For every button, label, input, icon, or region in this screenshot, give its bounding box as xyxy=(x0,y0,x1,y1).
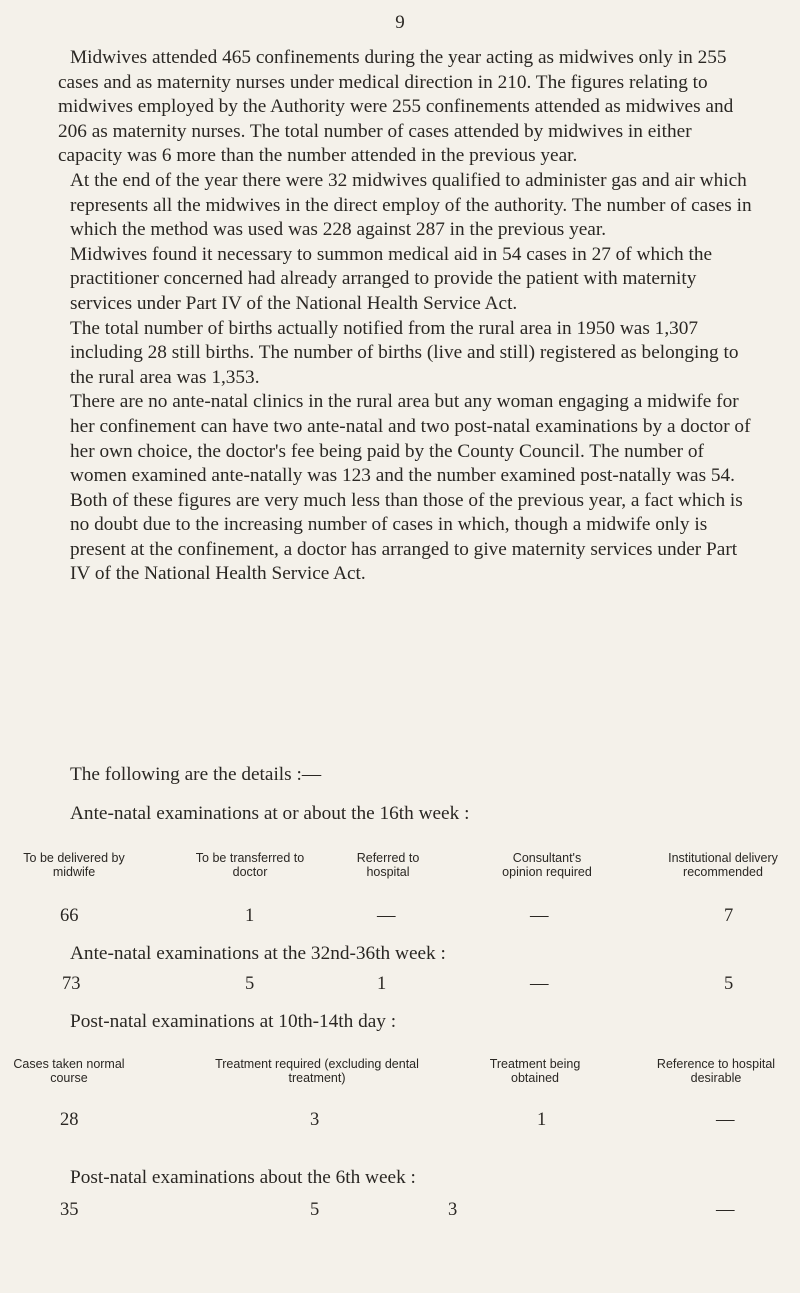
post-10-value-treatment: 3 xyxy=(310,1110,320,1130)
ante-32-value-consultant: — xyxy=(530,974,549,994)
post-6w-value-obtained: 3 xyxy=(448,1200,458,1220)
ante-32-value-doctor: 5 xyxy=(245,974,255,994)
ante-32-value-hospital: 1 xyxy=(377,974,387,994)
page-number: 9 xyxy=(395,12,405,33)
post-6w-value-treatment: 5 xyxy=(310,1200,320,1220)
ante-natal-16-heading: Ante-natal examinations at or about the 16th week : xyxy=(70,803,470,824)
ante-32-value-institutional: 5 xyxy=(724,974,734,994)
paragraph-ante-natal-clinics: There are no ante-natal clinics in the rural area but any woman engaging a midwife for her confinement can have two ante-natal and two post-natal examinations by a doctor of her own choice, the doctor's fee being paid by the County Council. The number of women examined ante-natally was 123 and the number examined post-natally was 54. Both of these figures are very much less than those of the previous year, a fact which is no doubt due to the increasing number of cases in which, though a midwife only is present at the confinement, a doctor has arranged to give maternity services under Part IV of the National Health Service Act. xyxy=(70,391,751,585)
col-head-referred-to-hospital: Referred to hospital xyxy=(356,851,420,879)
col-head-cases-normal: Cases taken normal course xyxy=(13,1057,125,1085)
paragraph-births-notified: The total number of births actually notified from the rural area in 1950 was 1,307 including 28 still births. The number of births (live and still) registered as belonging to the rural area was 1,353. xyxy=(70,317,739,388)
col-head-consultant-opinion: Consultant's opinion required xyxy=(502,851,592,879)
details-intro: The following are the details :— xyxy=(70,764,322,785)
post-6w-value-normal: 35 xyxy=(60,1200,79,1220)
post-natal-6w-heading: Post-natal examinations about the 6th week : xyxy=(70,1167,416,1188)
paragraph-medical-aid: Midwives found it necessary to summon medical aid in 54 cases in 27 of which the practitioner concerned had already arranged to provide the patient with maternity services under Part IV of the National Health Service Act. xyxy=(70,243,713,314)
ante-16-value-midwife: 66 xyxy=(60,906,79,926)
post-10-value-reference: — xyxy=(716,1110,735,1130)
paragraph-midwives-attended: Midwives attended 465 confinements during the year acting as midwives only in 255 cases and as maternity nurses under medical direction in 210. The figures relating to midwives employed by the Authority were 255 confinements attended as midwives and 206 as maternity nurses. The total number of cases attended by midwives in either capacity was 6 more than the number attended in the previous year. xyxy=(58,47,734,167)
ante-16-value-doctor: 1 xyxy=(245,906,255,926)
col-head-delivered-by-midwife: To be delivered by midwife xyxy=(23,851,125,879)
post-10-value-normal: 28 xyxy=(60,1110,79,1130)
body-text xyxy=(58,46,758,587)
col-head-treatment-obtained: Treatment being obtained xyxy=(489,1057,581,1085)
post-natal-10-heading: Post-natal examinations at 10th-14th day : xyxy=(70,1011,397,1032)
col-head-institutional-delivery: Institutional delivery recommended xyxy=(668,851,778,879)
ante-natal-32-heading: Ante-natal examinations at the 32nd-36th week : xyxy=(70,943,446,964)
col-head-transferred-to-doctor: To be transferred to doctor xyxy=(195,851,305,879)
col-head-treatment-required: Treatment required (excluding dental treatment) xyxy=(215,1057,419,1085)
ante-16-value-hospital: — xyxy=(377,906,396,926)
ante-32-value-midwife: 73 xyxy=(62,974,81,994)
post-10-value-obtained: 1 xyxy=(537,1110,547,1130)
ante-16-value-institutional: 7 xyxy=(724,906,734,926)
post-6w-value-reference: — xyxy=(716,1200,735,1220)
paragraph-gas-and-air: At the end of the year there were 32 midwives qualified to administer gas and air which represents all the midwives in the direct employ of the authority. The number of cases in which the method was used was 228 against 287 in the previous year. xyxy=(70,169,752,241)
col-head-reference-hospital: Reference to hospital desirable xyxy=(656,1057,776,1085)
ante-16-value-consultant: — xyxy=(530,906,549,926)
